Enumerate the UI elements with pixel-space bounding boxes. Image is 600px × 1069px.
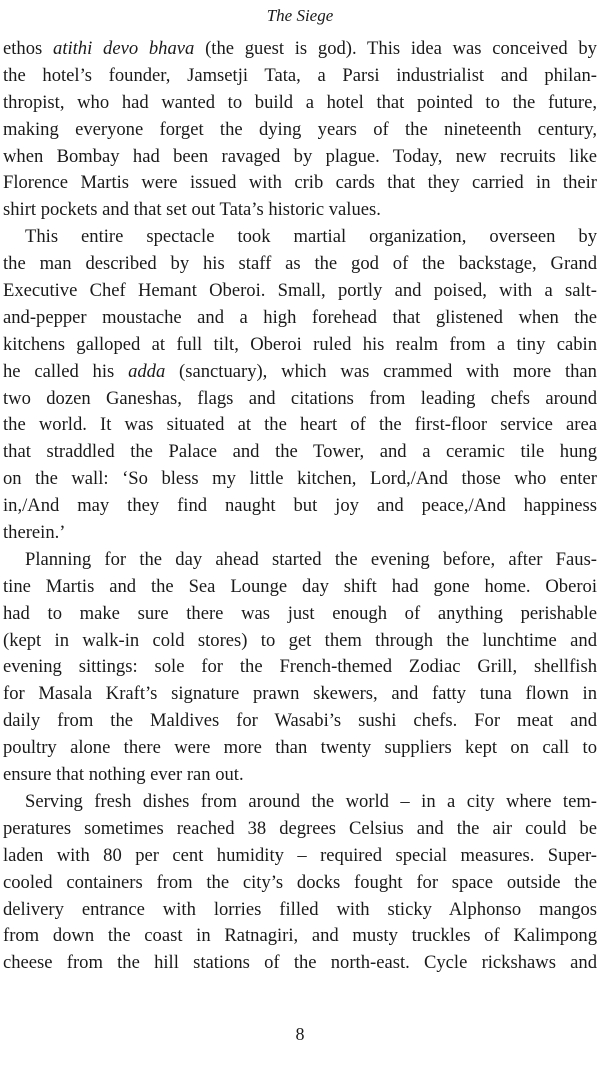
text-line: shirt pockets and that set out Tata’s historic values.	[3, 199, 381, 221]
text-line: Planning for the day ahead started the evening before, after Faus-	[25, 548, 597, 570]
text-line: for Masala Kraft’s signature prawn skewers, and fatty tuna flown in	[3, 683, 597, 705]
text-line: kitchens galloped at full tilt, Oberoi ruled his realm from a tiny cabin	[3, 333, 597, 355]
italic-term: adda	[128, 360, 166, 382]
paragraph	[3, 224, 597, 547]
text-line: had to make sure there was just enough of anything perishable	[3, 602, 597, 624]
text-line: thropist, who had wanted to build a hotel that pointed to the future,	[3, 91, 597, 113]
text-line: poultry alone there were more than twenty suppliers kept on call to	[3, 737, 597, 759]
paragraph	[3, 547, 597, 789]
text-line: ensure that nothing ever ran out.	[3, 764, 244, 786]
text-line: making everyone forget the dying years of the nineteenth century,	[3, 118, 597, 140]
text-line: Florence Martis were issued with crib cards that they carried in their	[3, 172, 597, 194]
text-line: ethos atithi devo bhava (the guest is god). This idea was conceived by	[3, 38, 597, 59]
text-line: (kept in walk-in cold stores) to get them through the lunchtime and	[3, 629, 597, 651]
page-number: 8	[295, 1024, 305, 1044]
text-line: tine Martis and the Sea Lounge day shift had gone home. Oberoi	[3, 575, 597, 597]
text-line: Serving fresh dishes from around the world – in a city where tem-	[25, 790, 597, 812]
text-line: he called his adda (sanctuary), which was crammed with more than	[3, 360, 597, 382]
text-line: therein.’	[3, 522, 66, 544]
paragraph	[3, 789, 597, 977]
text-line: the man described by his staff as the god of the backstage, Grand	[3, 253, 597, 275]
text-line: cooled containers from the city’s docks fought for space outside the	[3, 871, 597, 893]
text-line: that straddled the Palace and the Tower, and a ceramic tile hung	[3, 441, 597, 463]
text-line: delivery entrance with lorries filled with sticky Alphonso mangos	[3, 898, 597, 920]
text-line: the hotel’s founder, Jamsetji Tata, a Parsi industrialist and philan-	[3, 64, 597, 86]
text-line: in,/And may they find naught but joy and peace,/And happiness	[3, 495, 597, 517]
paragraph	[3, 36, 597, 224]
text-line: peratures sometimes reached 38 degrees Celsius and the air could be	[3, 817, 597, 839]
text-line: two dozen Ganeshas, flags and citations from leading chefs around	[3, 387, 597, 409]
text-line: the world. It was situated at the heart of the first-floor service area	[3, 414, 597, 436]
italic-term: atithi devo bhava	[53, 38, 195, 59]
running-head: The Siege	[266, 6, 334, 25]
text-line: This entire spectacle took martial organization, overseen by	[25, 226, 597, 248]
text-line: cheese from the hill stations of the north-east. Cycle rickshaws and	[3, 952, 597, 974]
text-line: Executive Chef Hemant Oberoi. Small, portly and poised, with a salt-	[3, 280, 597, 302]
text-line: laden with 80 per cent humidity – required special measures. Super-	[3, 844, 597, 866]
text-line: and-pepper moustache and a high forehead that glistened when the	[3, 306, 597, 328]
text-line: from down the coast in Ratnagiri, and musty truckles of Kalimpong	[3, 925, 597, 947]
text-line: when Bombay had been ravaged by plague. Today, new recruits like	[3, 145, 597, 167]
text-line: evening sittings: sole for the French-themed Zodiac Grill, shellfish	[3, 656, 597, 678]
text-line: on the wall: ‘So bless my little kitchen, Lord,/And those who enter	[3, 468, 597, 490]
body-text	[3, 36, 597, 977]
text-line: daily from the Maldives for Wasabi’s sushi chefs. For meat and	[3, 710, 597, 732]
